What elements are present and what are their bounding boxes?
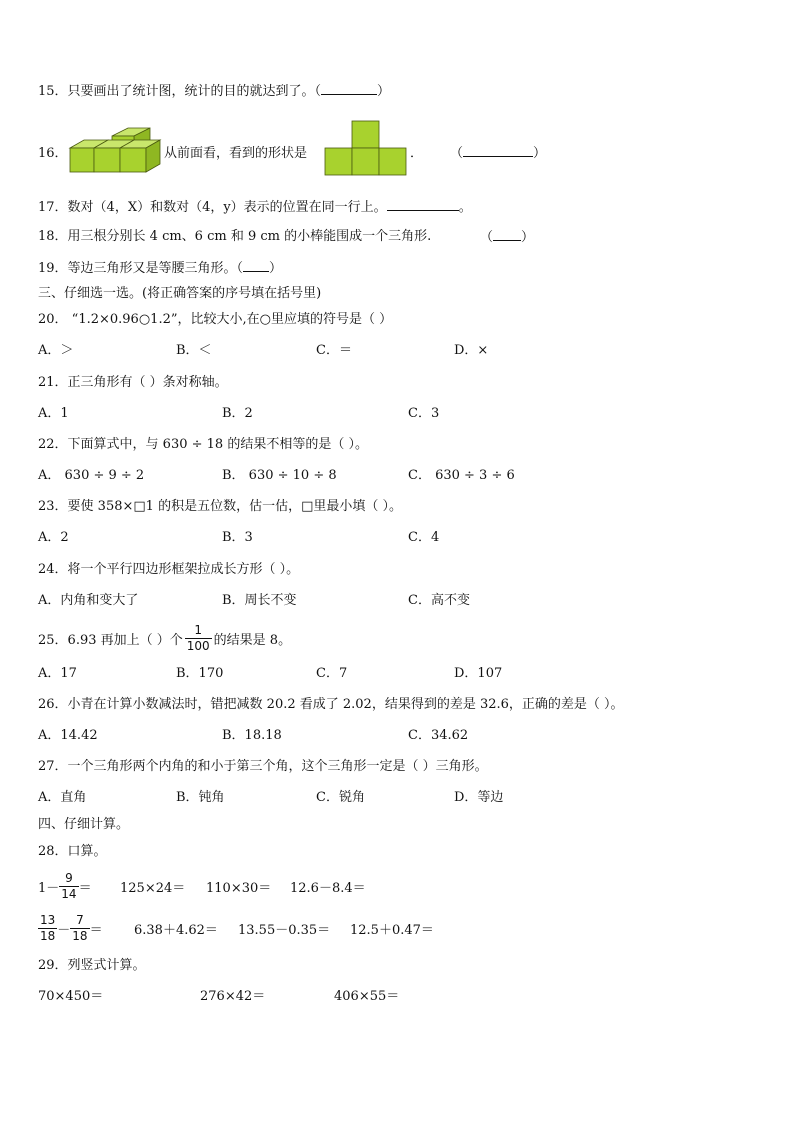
question-16 — [38, 118, 758, 178]
q23-option-b[interactable]: B．3 — [222, 530, 253, 545]
q24-option-a[interactable]: A．内角和变大了 — [38, 593, 139, 608]
q17-end: 。 — [458, 200, 472, 215]
q28-calc-1 — [38, 866, 92, 906]
q21-option-a[interactable]: A．1 — [38, 406, 69, 421]
q28-calc-5-numerator-1: 13 — [40, 912, 56, 927]
front-view-square-3 — [379, 148, 406, 175]
q20-options — [38, 342, 738, 360]
question-19 — [38, 259, 282, 278]
q18-paren-open: （ — [480, 230, 494, 245]
q22-option-c[interactable]: C． 630 ÷ 3 ÷ 6 — [408, 468, 515, 483]
q18-answer — [480, 228, 534, 247]
q27-option-a[interactable]: A．直角 — [38, 790, 87, 805]
front-view-figure — [324, 120, 408, 176]
q26-options — [38, 727, 738, 745]
q25-text-2: 的结果是 8。 — [213, 632, 292, 648]
question-25 — [38, 618, 291, 658]
q28-calc-6: 6.38＋4.62＝ — [134, 922, 218, 938]
q19-close: ） — [269, 261, 283, 276]
q18-answer-blank[interactable] — [493, 228, 521, 241]
q28-calc-3: 110×30＝ — [206, 880, 272, 896]
q19-text: 19．等边三角形又是等腰三角形。（ — [38, 261, 244, 276]
q28-calc-2: 125×24＝ — [120, 880, 186, 896]
front-view-top-square — [352, 121, 379, 148]
question-17 — [38, 198, 472, 217]
q20-option-c[interactable]: C．＝ — [316, 343, 352, 358]
q28-calc-1-fraction — [59, 871, 78, 902]
q28-calc-5-minus: － — [57, 922, 71, 938]
q25-text-1: 25．6.93 再加上（ ）个 — [38, 632, 183, 648]
q17-answer-blank[interactable] — [387, 198, 459, 211]
front-view-square-2 — [352, 148, 379, 175]
q16-answer — [450, 142, 546, 161]
q28-calc-8: 12.5＋0.47＝ — [350, 922, 434, 938]
q15-close: ） — [377, 84, 391, 99]
question-24: 24．将一个平行四边形框架拉成长方形（ ）。 — [38, 562, 300, 577]
q18-paren-close: ） — [521, 230, 535, 245]
q28-calc-5-denominator-2: 18 — [72, 928, 88, 943]
q24-option-b[interactable]: B．周长不变 — [222, 593, 297, 608]
q27-option-c[interactable]: C．锐角 — [316, 790, 365, 805]
q26-option-c[interactable]: C．34.62 — [408, 728, 469, 743]
q20-option-a[interactable]: A．＞ — [38, 343, 74, 358]
q21-options — [38, 405, 738, 423]
q29-calc-3: 406×55＝ — [334, 989, 400, 1004]
question-27: 27．一个三角形两个内角的和小于第三个角，这个三角形一定是（ ）三角形。 — [38, 759, 488, 774]
q21-option-b[interactable]: B．2 — [222, 406, 253, 421]
cube-front-2 — [94, 148, 120, 172]
q24-options — [38, 592, 738, 610]
q28-calc-5-fraction-1 — [38, 913, 57, 944]
q28-calc-1-equals: ＝ — [78, 880, 92, 896]
cube-front-3 — [120, 148, 146, 172]
q28-calc-1-numerator: 9 — [59, 871, 78, 887]
question-18 — [38, 228, 758, 246]
section-4-heading: 四、仔细计算。 — [38, 817, 130, 832]
question-20: 20． “1.2×0.96○1.2”，比较大小,在○里应填的符号是（ ） — [38, 312, 393, 327]
q27-option-b[interactable]: B．钝角 — [176, 790, 225, 805]
q28-row-1 — [38, 866, 758, 906]
q27-option-d[interactable]: D．等边 — [454, 790, 504, 805]
question-29-title: 29．列竖式计算。 — [38, 958, 146, 973]
q28-calc-1-lead: 1－ — [38, 880, 60, 896]
question-26: 26．小青在计算小数减法时，错把减数 20.2 看成了 2.02，结果得到的差是 32.6，正确的差是（ ）。 — [38, 697, 624, 712]
q29-items — [38, 988, 738, 1006]
q23-option-a[interactable]: A．2 — [38, 530, 69, 545]
q28-calc-5-numerator-2: 7 — [70, 913, 89, 929]
question-28-title: 28．口算。 — [38, 844, 107, 859]
q19-answer-blank[interactable] — [243, 259, 269, 272]
q16-paren-close: ） — [533, 146, 547, 161]
q25-option-d[interactable]: D．107 — [454, 666, 503, 681]
q16-text: 从前面看，看到的形状是 — [164, 146, 308, 161]
q25-fraction-numerator: 1 — [185, 623, 212, 639]
cube-stack-figure — [68, 126, 164, 174]
q27-options — [38, 789, 738, 807]
q28-calc-5-equals: ＝ — [89, 922, 103, 938]
q17-text: 17．数对（4，X）和数对（4，y）表示的位置在同一行上。 — [38, 200, 387, 215]
q25-fraction-denominator: 100 — [186, 638, 210, 653]
q16-answer-blank[interactable] — [463, 144, 533, 157]
q24-option-c[interactable]: C．高不变 — [408, 593, 470, 608]
q23-option-c[interactable]: C．4 — [408, 530, 440, 545]
q23-options — [38, 529, 738, 547]
q21-option-c[interactable]: C．3 — [408, 406, 440, 421]
section-3-heading: 三、仔细选一选。(将正确答案的序号填在括号里) — [38, 286, 322, 301]
q25-option-a[interactable]: A．17 — [38, 666, 77, 681]
q22-options — [38, 467, 738, 485]
q25-option-b[interactable]: B．170 — [176, 666, 224, 681]
q25-fraction — [185, 623, 212, 654]
q25-option-c[interactable]: C．7 — [316, 666, 348, 681]
q28-calc-5 — [38, 908, 103, 948]
q28-calc-1-denominator: 14 — [61, 886, 77, 901]
q29-calc-1: 70×450＝ — [38, 989, 104, 1004]
q28-row-2 — [38, 908, 758, 948]
question-21: 21．正三角形有（ ）条对称轴。 — [38, 375, 228, 390]
question-15 — [38, 82, 390, 101]
q28-calc-7: 13.55－0.35＝ — [238, 922, 331, 938]
q22-option-a[interactable]: A． 630 ÷ 9 ÷ 2 — [38, 468, 145, 483]
q20-option-d[interactable]: D．× — [454, 343, 489, 358]
q28-calc-5-denominator-1: 18 — [40, 928, 56, 943]
q28-calc-5-fraction-2 — [70, 913, 89, 944]
q16-number: 16． — [38, 146, 68, 161]
q29-calc-2: 276×42＝ — [200, 989, 266, 1004]
q25-options — [38, 665, 738, 683]
cube-front-1 — [70, 148, 94, 172]
q26-option-b[interactable]: B．18.18 — [222, 728, 282, 743]
q20-option-b[interactable]: B．＜ — [176, 343, 212, 358]
q15-text: 15．只要画出了统计图，统计的目的就达到了。（ — [38, 84, 322, 99]
q26-option-a[interactable]: A．14.42 — [38, 728, 98, 743]
question-22: 22．下面算式中，与 630 ÷ 18 的结果不相等的是（ ）。 — [38, 437, 368, 452]
q16-dot: ． — [410, 146, 424, 161]
question-23: 23．要使 358×□1 的积是五位数，估一估，□里最小填（ ）。 — [38, 499, 402, 514]
front-view-square-1 — [325, 148, 352, 175]
q28-calc-4: 12.6－8.4＝ — [290, 880, 366, 896]
q15-answer-blank[interactable] — [321, 82, 377, 95]
q16-paren-open: （ — [450, 146, 464, 161]
q18-text: 18．用三根分别长 4 cm、6 cm 和 9 cm 的小棒能围成一个三角形. — [38, 229, 432, 244]
q22-option-b[interactable]: B． 630 ÷ 10 ÷ 8 — [222, 468, 337, 483]
